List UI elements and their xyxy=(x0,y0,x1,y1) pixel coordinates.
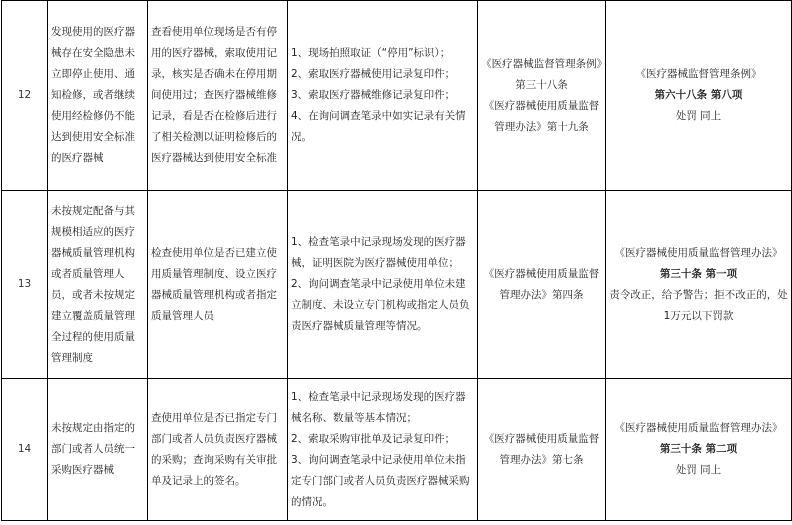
method-item: 3、询问调查笔录中记录使用单位未指定专门部门或者人员负责医疗器械采购的情况。 xyxy=(291,453,470,508)
violation-cell: 发现使用的医疗器械存在安全隐患未立即停止使用、通知检修，或者继续使用经检修仍不能达到使用安全标准的医疗器械 xyxy=(48,1,148,191)
row-number: 13 xyxy=(2,191,48,379)
method-item: 2、索取采购审批单及记录复印件； xyxy=(291,432,456,445)
method-item: 1、检查笔录中记录现场发现的医疗器械名称、数量等基本情况； xyxy=(291,390,466,424)
inspection-cell: 检查使用单位是否已建立使用质量管理制度、设立医疗器械质量管理机构或者指定质量管理人员 xyxy=(148,191,288,379)
table-row xyxy=(2,1,792,191)
penalty-law: 《医疗器械使用质量监督管理办法》 xyxy=(614,422,783,434)
method-item: 2、索取医疗器械使用记录复印件； xyxy=(291,68,456,80)
penalty-law: 《医疗器械使用质量监督管理办法》 xyxy=(614,246,783,259)
basis-cell xyxy=(478,379,606,521)
basis-item: 《医疗器械监督管理条例》第三十八条 xyxy=(481,57,602,91)
basis-cell xyxy=(478,191,606,379)
penalty-article: 第三十条 第二项 xyxy=(659,443,738,455)
row-number: 14 xyxy=(2,379,48,521)
basis-cell xyxy=(478,1,606,191)
methods-cell xyxy=(288,1,478,191)
penalty-cell xyxy=(606,191,792,379)
inspection-cell: 查使用单位是否已指定专门部门或者人员负责医疗器械的采购；查询采购有关审批单及记录上的签名。 xyxy=(148,379,288,521)
method-item: 1、检查笔录中记录现场发现的医疗器械，证明医院为医疗器械使用单位； xyxy=(291,236,466,269)
method-item: 3、索取医疗器械维修记录复印件； xyxy=(291,89,456,101)
penalty-law: 《医疗器械监督管理条例》 xyxy=(635,68,762,80)
violation-cell: 未按规定由指定的部门或者人员统一采购医疗器械 xyxy=(48,379,148,521)
method-item: 4、在询问调查笔录中如实记录有关情况。 xyxy=(291,110,466,143)
table-row xyxy=(2,191,792,379)
row-number: 12 xyxy=(2,1,48,191)
method-item: 2、询问调查笔录中记录使用单位未建立制度、未设立专门机构或指定人员负责医疗器械质量管理等情况。 xyxy=(291,278,470,332)
regulation-table xyxy=(1,0,792,521)
methods-cell xyxy=(288,191,478,379)
basis-item: 《医疗器械使用质量监督管理办法》第十九条 xyxy=(483,99,600,133)
violation-cell: 未按规定配备与其规模相适应的医疗器械质量管理机构或者质量管理人员，或者未按规定建立覆盖质量管理全过程的使用质量管理制度 xyxy=(48,191,148,379)
penalty-article: 第六十八条 第八项 xyxy=(654,89,743,101)
table-row xyxy=(2,379,792,521)
penalty-text: 责令改正，给予警告；拒不改正的，处1万元以下罚款 xyxy=(609,288,788,322)
penalty-cell xyxy=(606,379,792,521)
inspection-cell: 查看使用单位现场是否有停用的医疗器械，索取使用记录，核实是否确未在停用期间使用过；查医疗器械维修记录，看是否在检修后进行了相关检测以证明检修后的医疗器械达到使用安全标准 xyxy=(148,1,288,191)
penalty-article: 第三十条 第一项 xyxy=(659,267,738,280)
basis-item: 《医疗器械使用质量监督管理办法》第七条 xyxy=(483,432,600,466)
method-item: 1、现场拍照取证（“停用”标识）； xyxy=(291,47,451,59)
penalty-text: 处罚 同上 xyxy=(675,464,722,476)
basis-item: 《医疗器械使用质量监督管理办法》第四条 xyxy=(483,267,600,301)
penalty-text: 处罚 同上 xyxy=(675,110,722,122)
penalty-cell xyxy=(606,1,792,191)
methods-cell xyxy=(288,379,478,521)
